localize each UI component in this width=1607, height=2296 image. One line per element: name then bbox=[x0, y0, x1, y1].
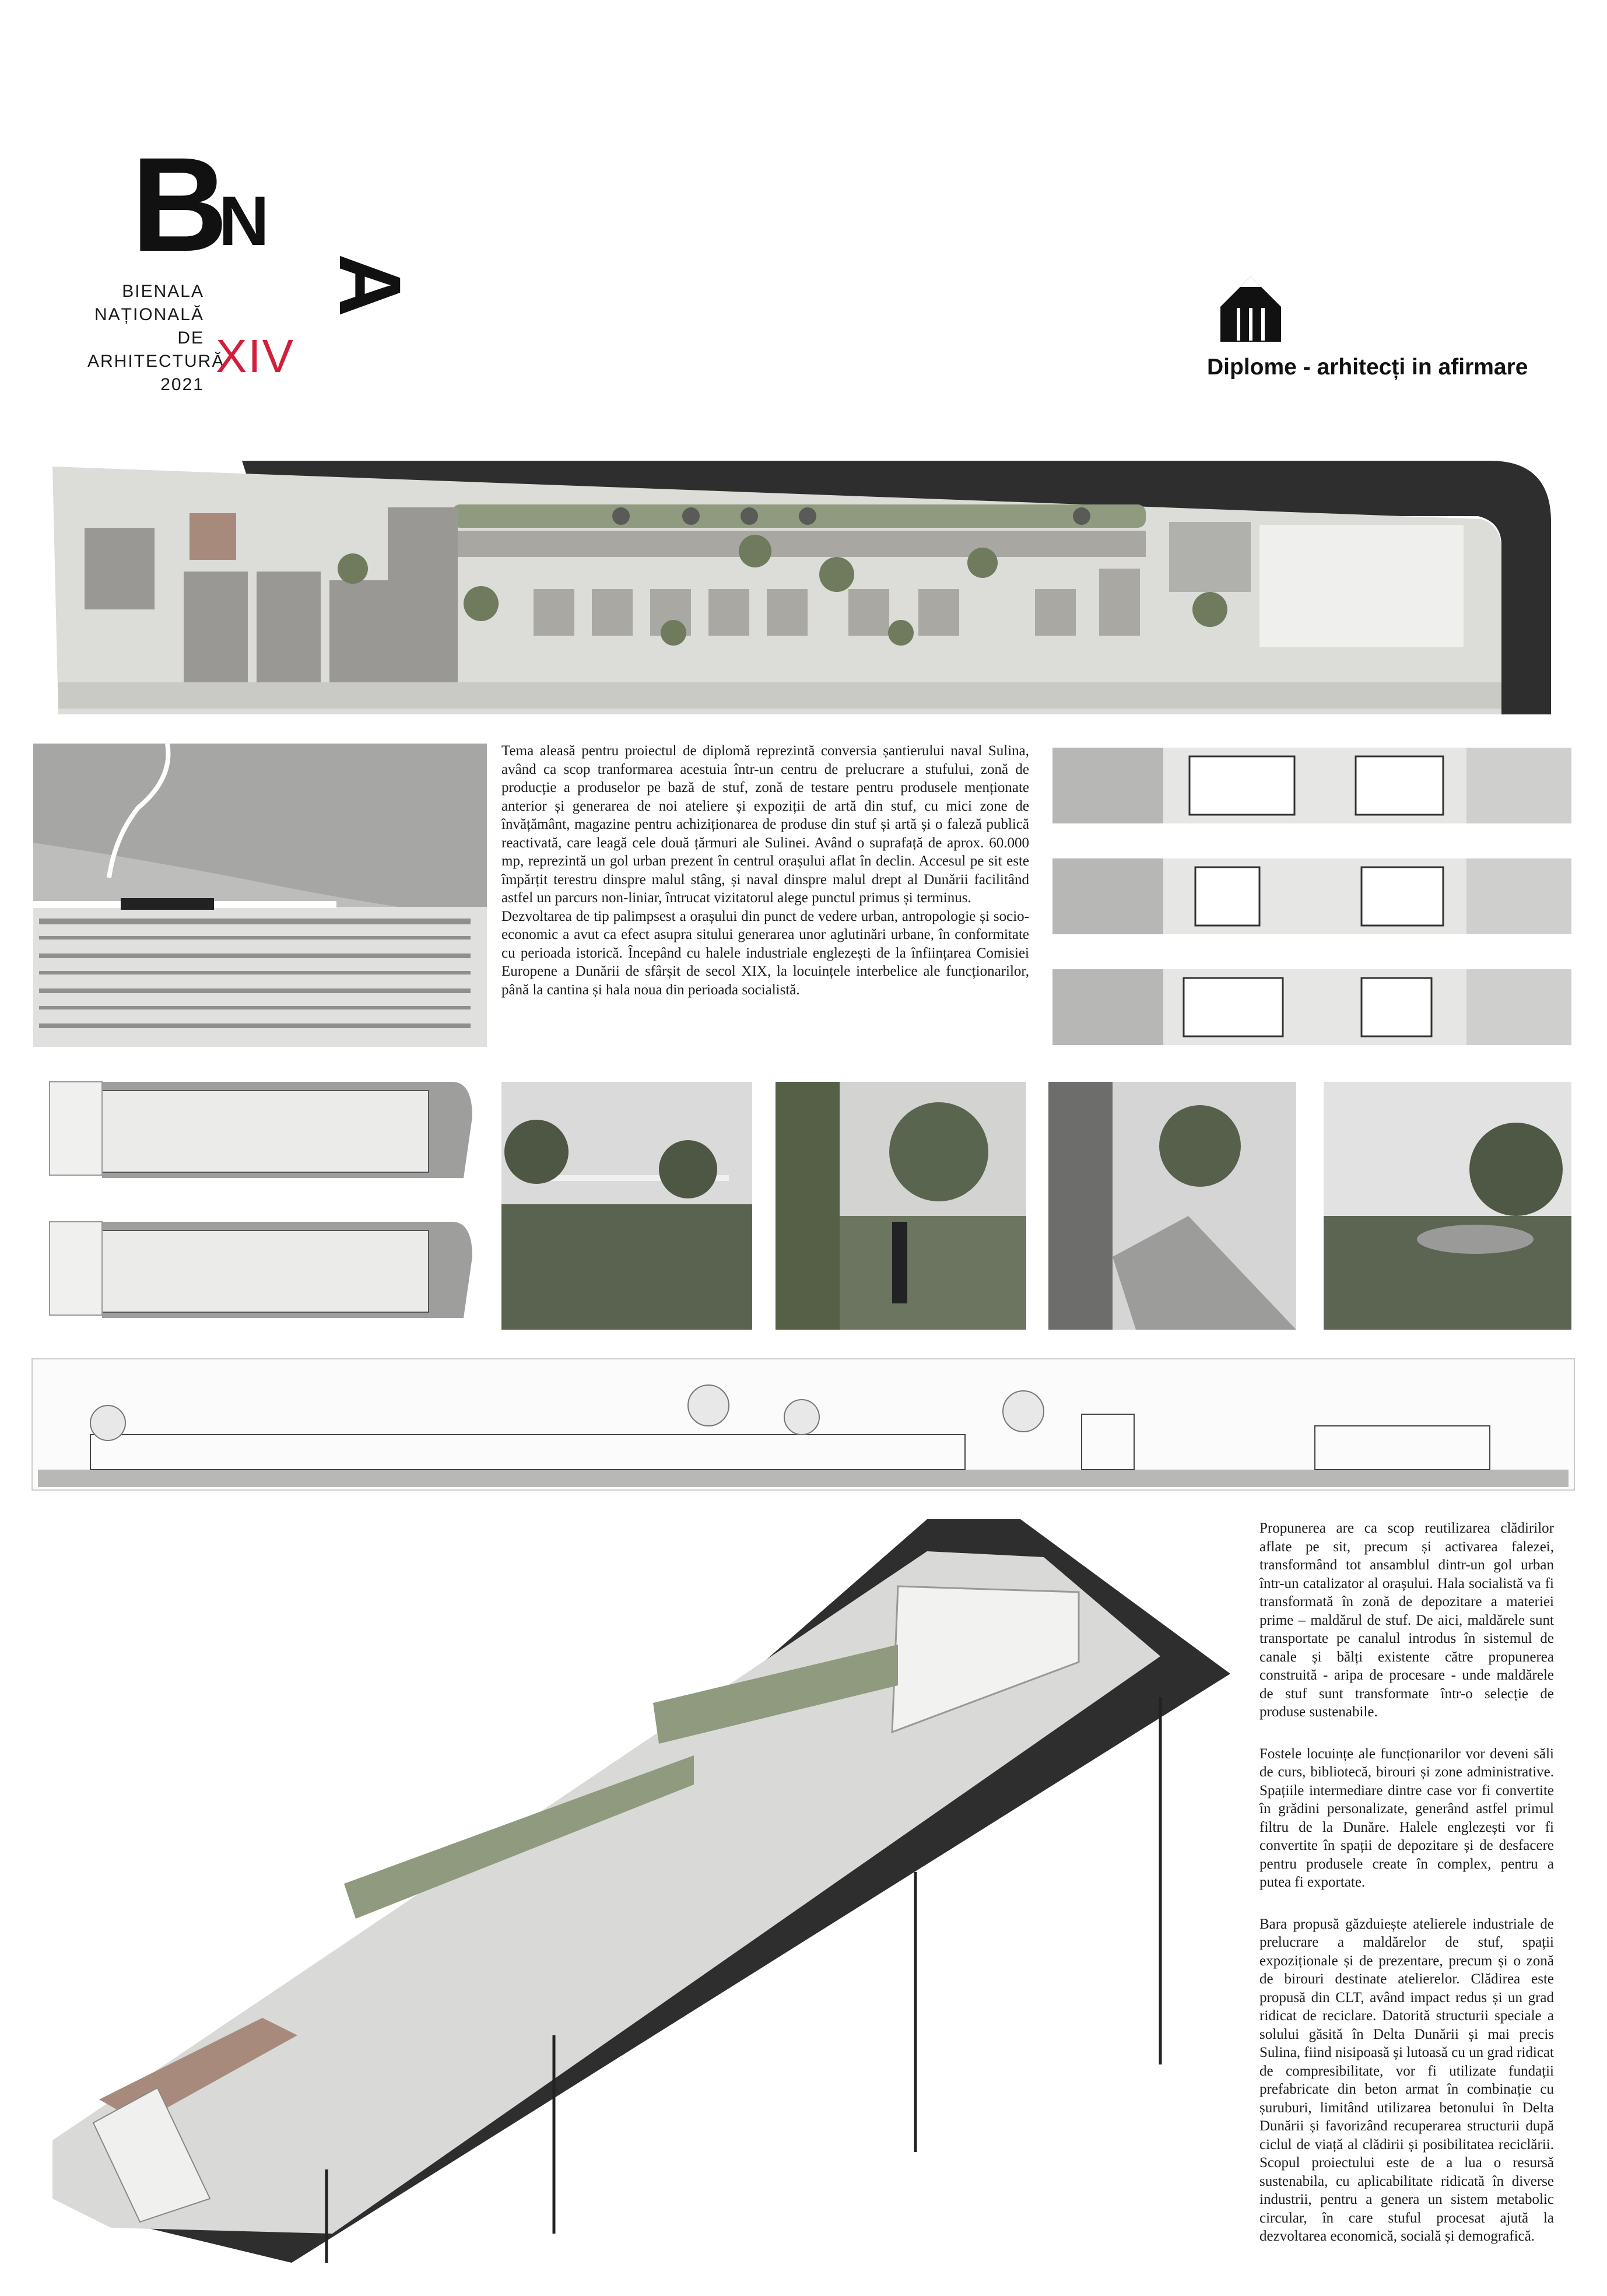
logo-line: 2021 bbox=[160, 375, 204, 394]
rendering-2 bbox=[776, 1082, 1026, 1330]
floor-plans bbox=[50, 1076, 478, 1333]
floor-plan-upper bbox=[50, 1216, 478, 1327]
proposal-description bbox=[1259, 1519, 1554, 2269]
logo-letter-n: N bbox=[219, 182, 269, 260]
floor-plan-ground bbox=[50, 1076, 478, 1187]
logo-line: NAȚIONALĂ bbox=[94, 305, 204, 324]
elevation bbox=[32, 1359, 1574, 1490]
detail-plans bbox=[1052, 748, 1571, 1045]
logo-line: ARHITECTURĂ bbox=[87, 352, 225, 371]
detail-plan-2 bbox=[1052, 858, 1571, 934]
context-map bbox=[33, 744, 487, 1047]
rendering-3 bbox=[1048, 1082, 1296, 1330]
bna-logo bbox=[0, 0, 419, 420]
pencil-book-icon bbox=[1216, 274, 1286, 344]
rendering-4 bbox=[1324, 1082, 1571, 1330]
logo-subtitle bbox=[87, 280, 225, 397]
logo-line: DE bbox=[177, 328, 204, 348]
logo-letter-b: B bbox=[131, 129, 229, 279]
logo-line: BIENALA bbox=[122, 282, 204, 301]
proposal-paragraph: Propunerea are ca scop reutilizarea clădirilor aflate pe sit, precum și activarea falezei, transformând tot ansamblul dintr-un gol urban într-un catalizator al orașului. Hala socialistă va fi transformată în zonă de depozitare a materiei prime – maldărul de stuf. De aici, maldărele sunt transportate pe canalul introdus în sistemul de canale și bălți existente către propunerea construită - aripa de procesare - unde maldărele de stuf sunt transformate într-o selecție de produse sustenabile. bbox=[1259, 1520, 1554, 1720]
proposal-paragraph: Fostele locuințe ale funcționarilor vor deveni săli de curs, bibliotecă, birouri și zone administrative. Spațiile intermediare dintre case vor fi convertite în grădini personalizate, generând astfel primul filtru de la Dunăre. Halele englezești vor fi convertite în spații de depozitare și de desfacere pentru produsele create în complex, pentru a putea fi exportate. bbox=[1259, 1745, 1554, 1890]
logo-letter-a: A bbox=[321, 254, 419, 317]
detail-plan-3 bbox=[1052, 969, 1571, 1045]
proposal-paragraph: Bara propusă găzduiește atelierele industriale de prelucrare a maldărelor de stuf, spații expoziționale și de prezentare, precum și o zonă de birouri destinate atelierelor. Clădirea este propusă din CLT, având impact redus și un grad ridicat de reciclare. Datorită structurii speciale a solului găsită în Delta Dunării și mai precis Sulina, fiind nisipoasă și lutoasă cu un grad ridicat de compresibilitate, vor fi utilizate fundații prefabricate din beton armat în combinație cu șuruburi, limitând utilizarea betonului în Delta Dunării și favorizând recuperarea structurii după ciclul de viață al clădirii și posibilitatea reciclării. Scopul proiectului este de a lua o resursă sustenabila, cu aplicabilitate ridicată în diverse industrii, pentru a genera un sistem metabolic circular, în care stuful procesat ajută la dezvoltarea economică, socială și demografică. bbox=[1259, 1916, 1554, 2244]
description-paragraph: Tema aleasă pentru proiectul de diplomă reprezintă conversia șantierului naval Sulina, având ca scop tranformarea acestuia într-un centru de prelucrare a stufului, zonă de producție a produselor pe bază de stuf, zonă de testare pentru produsele menționate anterior și generarea de noi ateliere și expoziții de artă din stuf, cu mici zone de învățământ, magazine pentru achiziționarea de produse din stuf și artă și o faleză publică reactivată, care leagă cele două țărmuri ale Sulinei. Având o suprafață de aprox. 60.000 mp, reprezintă un gol urban prezent în centrul orașului aflat în declin. Accesul pe sit este împărțit terestru dinspre malul stâng, și naval dinspre malul drept al Dunării facilitând astfel un parcurs non-liniar, întrucat vizitatorul alege punctul primus și terminus. bbox=[501, 743, 1029, 906]
detail-plan-1 bbox=[1052, 748, 1571, 823]
edition-number: XIV bbox=[216, 330, 294, 382]
section-title: Diplome - arhitecți in afirmare bbox=[1207, 355, 1528, 380]
rendering-1 bbox=[501, 1082, 752, 1330]
axonometric-view bbox=[52, 1510, 1236, 2274]
description-paragraph: Dezvoltarea de tip palimpsest a orașului din punct de vedere urban, antropologie și socio-economic a avut ca efect asupra sitului generarea unor aglutinări urbane, în conformitate cu perioada istorică. Începând cu halele industriale englezești de la înființarea Comisiei Europene a Dunării de sfârșit de secol XIX, la locuințele interbelice ale funcționarilor, până la cantina și hala noua din perioada socialistă. bbox=[501, 908, 1029, 998]
project-description bbox=[501, 742, 1029, 999]
site-plan bbox=[50, 458, 1566, 729]
